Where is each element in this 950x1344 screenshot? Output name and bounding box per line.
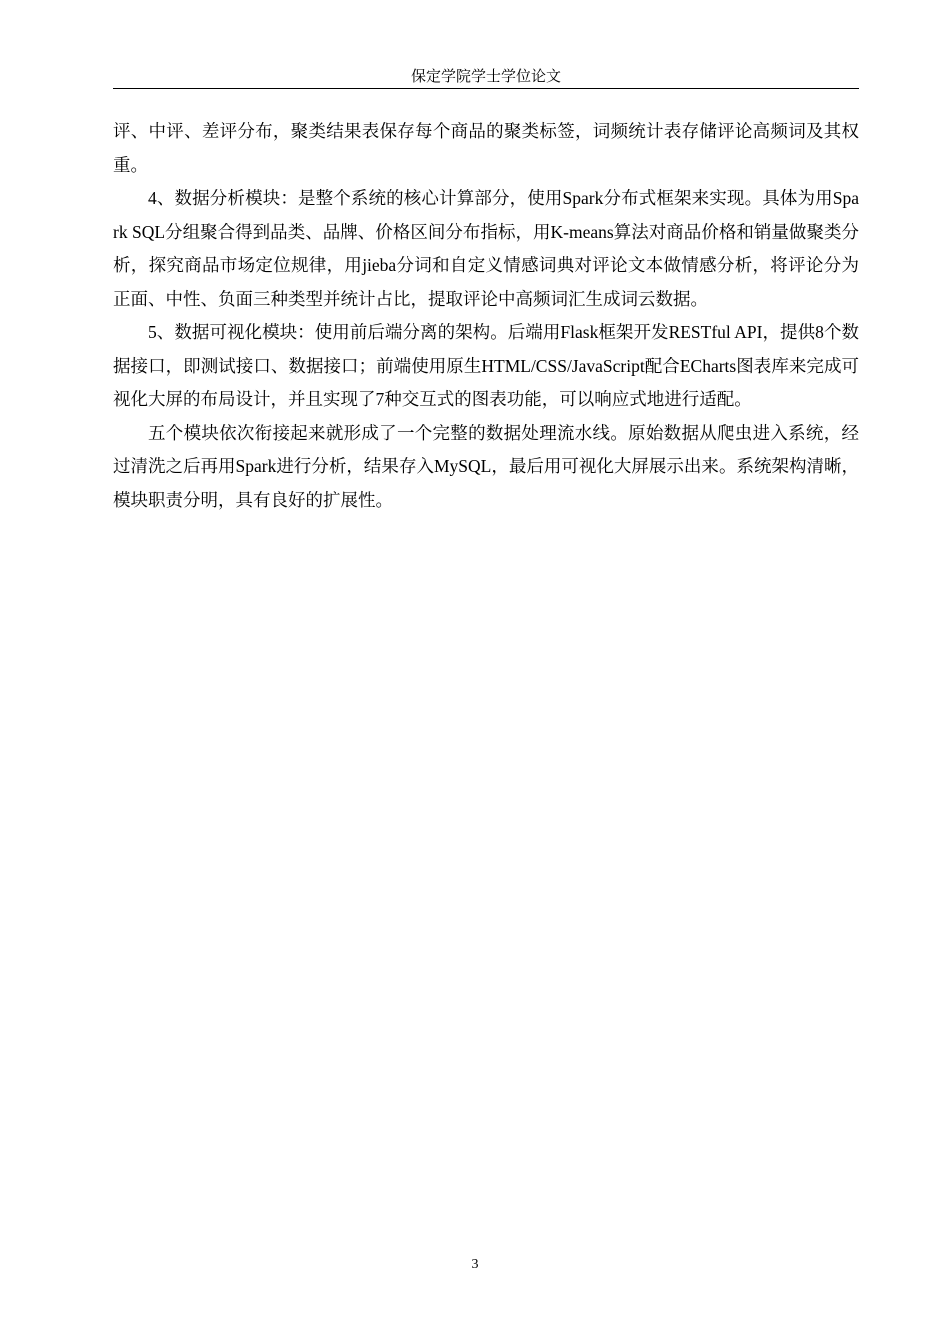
paragraph-continuation: 评、中评、差评分布，聚类结果表保存每个商品的聚类标签，词频统计表存储评论高频词及其权重。 — [113, 121, 859, 175]
page-number: 3 — [471, 1257, 479, 1272]
paragraph-pipeline-summary: 五个模块依次衔接起来就形成了一个完整的数据处理流水线。原始数据从爬虫进入系统，经过清洗之后再用Spark进行分析，结果存入MySQL，最后用可视化大屏展示出来。系统架构清晰，模块职责分明，具有良好的扩展性。 — [113, 422, 859, 510]
body-text — [113, 115, 859, 517]
running-header: 保定学院学士学位论文 — [410, 69, 561, 85]
paragraph-analysis-module: 4、数据分析模块：是整个系统的核心计算部分，使用Spark分布式框架来实现。具体为用Spark SQL分组聚合得到品类、品牌、价格区间分布指标，用K-means算法对商品价格和销量做聚类分析，探究商品市场定位规律，用jieba分词和自定义情感词典对评论文本做情感分析，将评论分为正面、中性、负面三种类型并统计占比，提取评论中高频词汇生成词云数据。 — [113, 188, 859, 309]
paragraph-visualization-module: 5、数据可视化模块：使用前后端分离的架构。后端用Flask框架开发RESTful API，提供8个数据接口，即测试接口、数据接口；前端使用原生HTML/CSS/JavaScript配合ECharts图表库来完成可视化大屏的布局设计，并且实现了7种交互式的图表功能，可以响应式地进行适配。 — [113, 322, 859, 409]
header-divider — [113, 88, 859, 89]
